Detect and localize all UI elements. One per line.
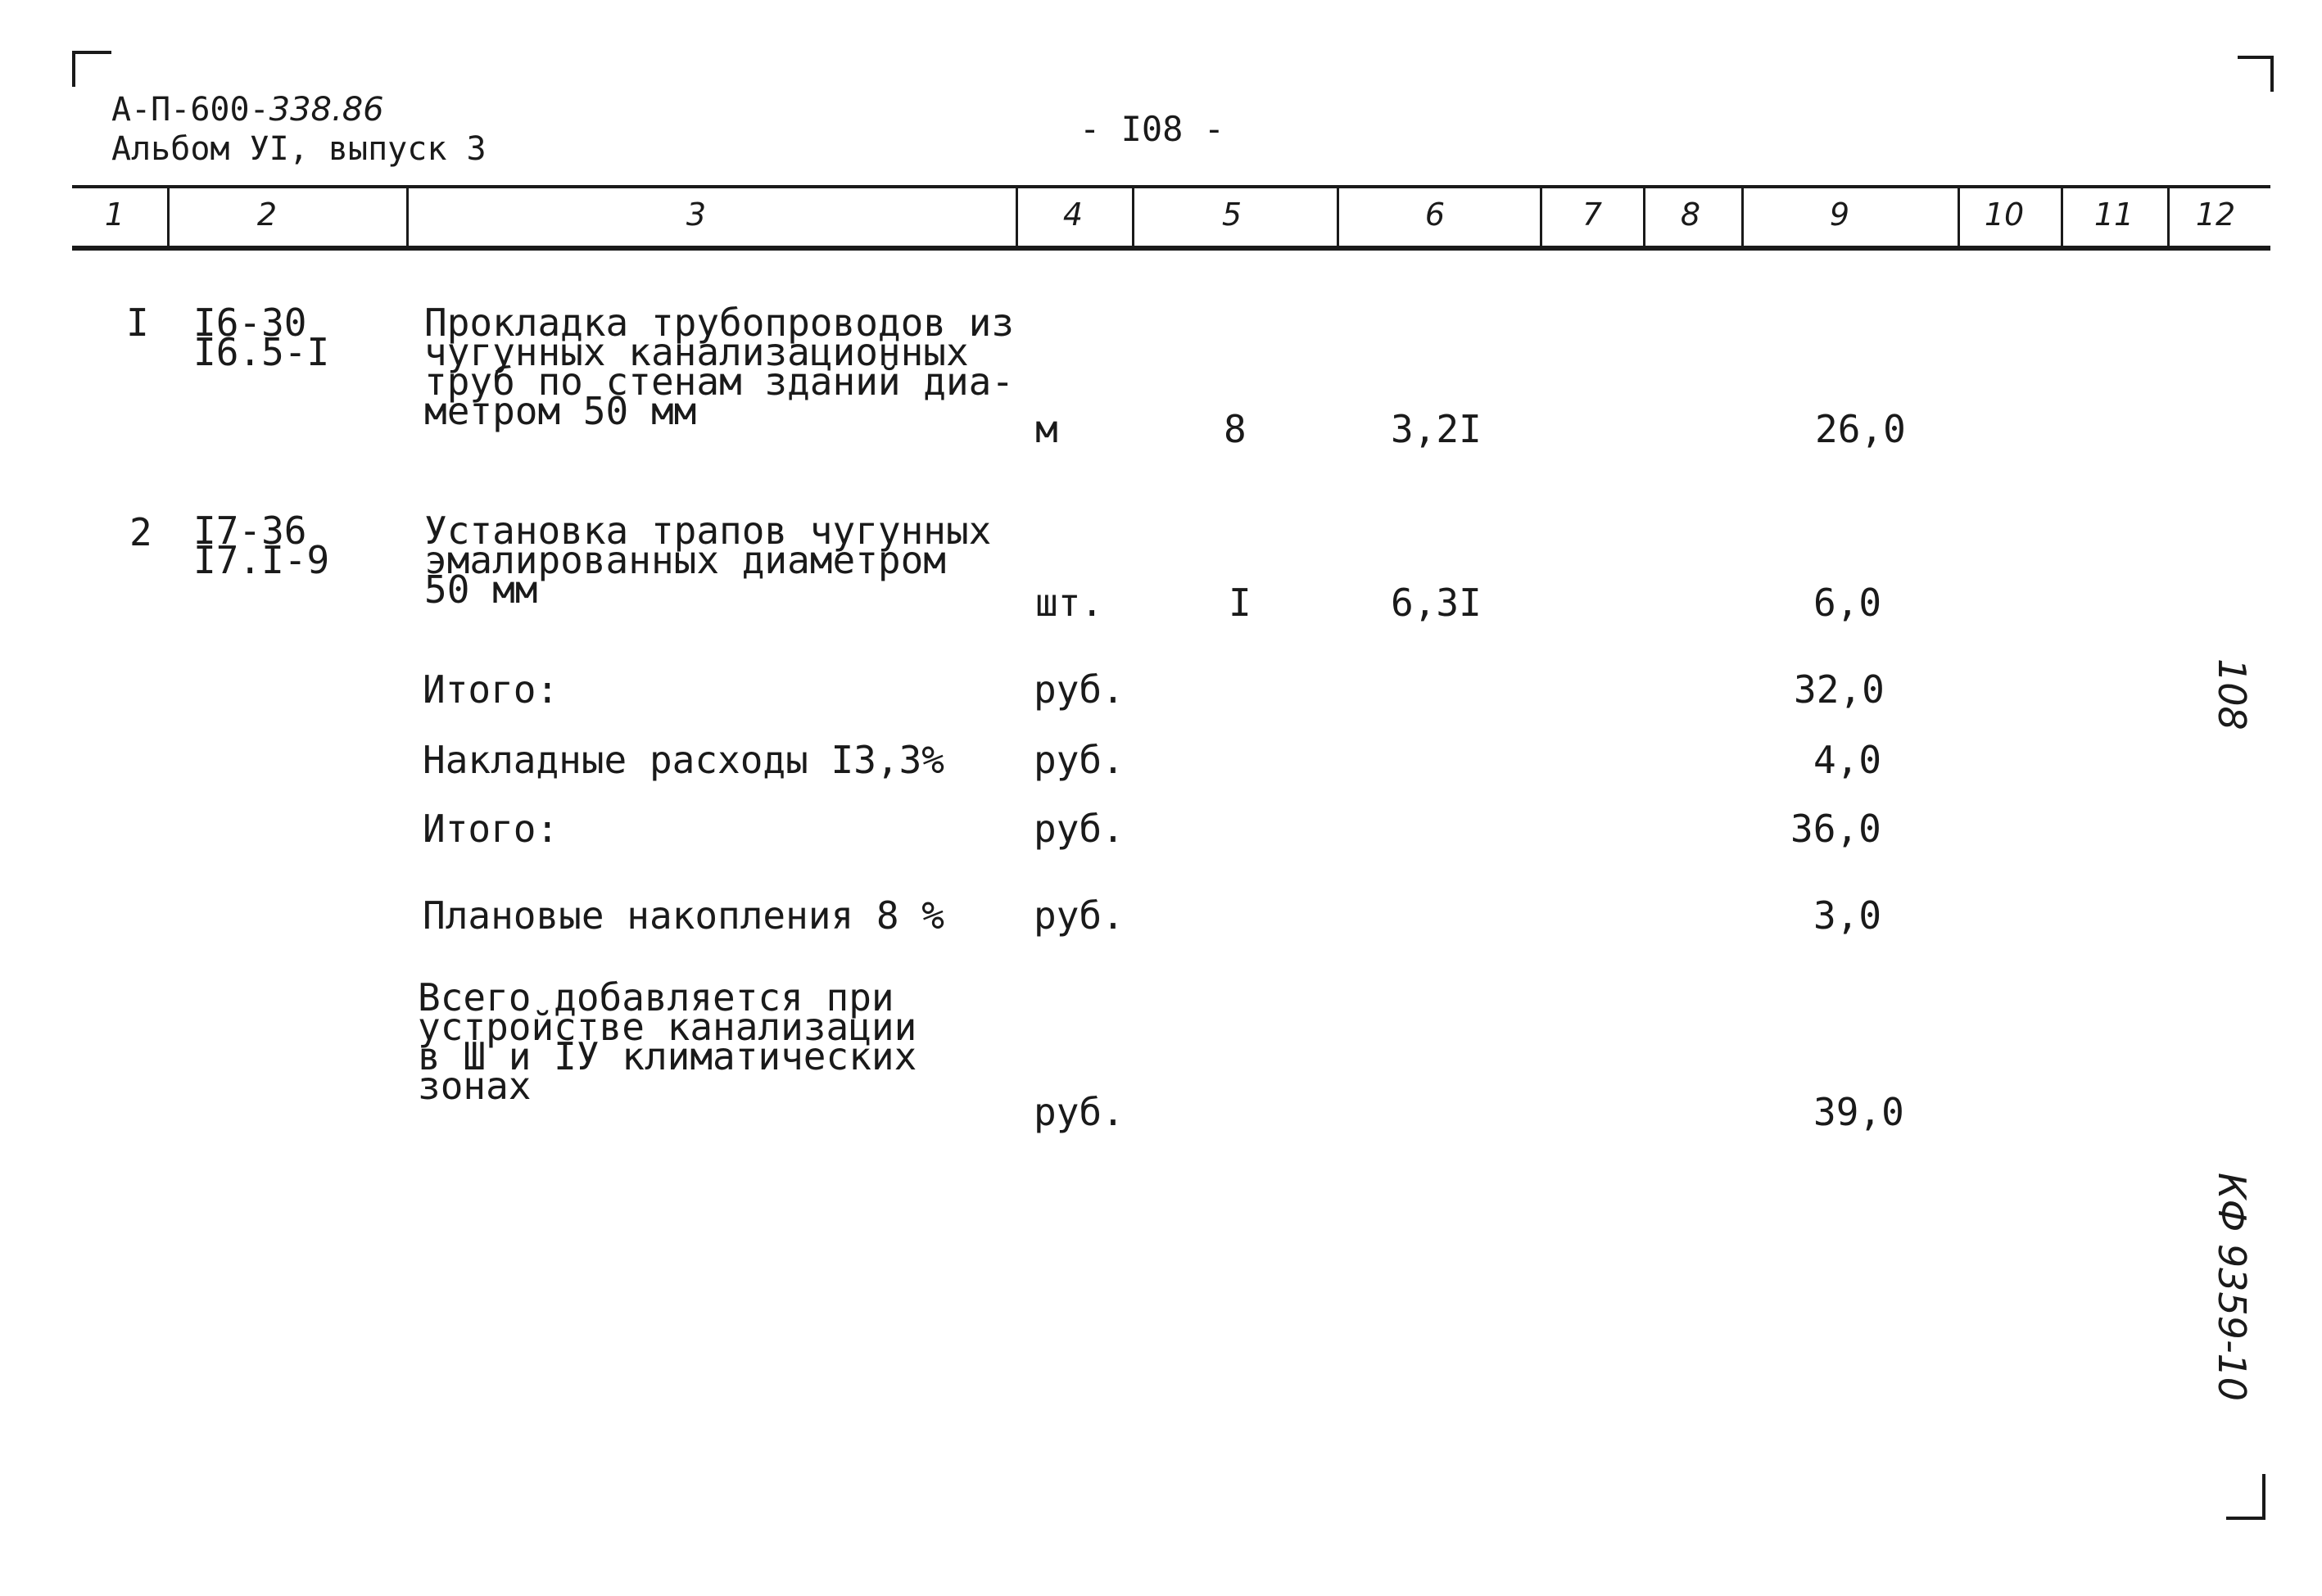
corner-mark-bottom-right [2226, 1474, 2265, 1520]
column-header: 5 [1221, 197, 1242, 233]
column-header: 8 [1680, 197, 1701, 233]
row-quantity: 8 [1224, 407, 1247, 451]
row-code: I7-36 I7.I-9 [193, 509, 330, 582]
column-divider [1958, 187, 1960, 247]
summary-label: Накладные расходы I3,3% [423, 738, 944, 782]
column-divider [2167, 187, 2170, 247]
summary-label: Плановые накопления 8 % [423, 893, 944, 938]
column-header: 6 [1424, 197, 1446, 233]
corner-mark-top-right [2238, 56, 2274, 92]
document-code-typed: А-П-600- [111, 91, 269, 129]
column-divider [1643, 187, 1645, 247]
page-number: - I08 - [1080, 109, 1225, 149]
row-description: Установка трапов чугунных эмалированных диаметром 50 мм [424, 509, 992, 612]
row-description: Прокладка трубопроводов из чугунных канализационных труб по стенам зданий диа- метром 50 мм [424, 301, 1015, 433]
summary-unit: руб. [1034, 738, 1125, 782]
column-divider [1132, 187, 1134, 247]
column-header: 3 [686, 197, 707, 233]
row-total: 6,0 [1813, 581, 1882, 625]
row-unit: шт. [1035, 581, 1104, 625]
row-price: 3,2I [1391, 407, 1482, 451]
row-unit: м [1035, 407, 1058, 451]
summary-unit: руб. [1034, 893, 1125, 938]
grand-total-label: Всего добавляется при устройстве канализации в Ш и IУ климатических зонах [418, 975, 917, 1108]
grand-total-value: 39,0 [1813, 1090, 1904, 1134]
summary-unit: руб. [1034, 667, 1125, 712]
column-divider [1741, 187, 1744, 247]
row-total: 26,0 [1815, 407, 1906, 451]
album-title: Альбом УI, выпуск 3 [111, 130, 487, 168]
column-header: 2 [256, 197, 278, 233]
summary-value: 4,0 [1813, 738, 1882, 782]
column-header: 12 [2195, 197, 2236, 233]
row-code: I6-30 I6.5-I [193, 301, 330, 374]
row-number: I [126, 301, 149, 345]
column-header: 10 [1984, 197, 2025, 233]
column-divider [406, 187, 409, 247]
row-quantity: I [1229, 581, 1252, 625]
summary-label: Итого: [423, 667, 559, 712]
grand-total-unit: руб. [1034, 1090, 1125, 1134]
summary-unit: руб. [1034, 807, 1125, 851]
row-number: 2 [129, 510, 152, 554]
column-header: 1 [104, 197, 125, 233]
column-header: 9 [1829, 197, 1850, 233]
margin-stamp-number: КФ 9359-10 [2210, 1173, 2254, 1402]
column-header: 4 [1062, 197, 1084, 233]
corner-mark-top-left [72, 51, 111, 87]
summary-value: 3,0 [1813, 893, 1882, 938]
column-header: 7 [1582, 197, 1603, 233]
row-price: 6,3I [1391, 581, 1482, 625]
summary-label: Итого: [423, 807, 559, 851]
document-code-handwritten: 338.86 [269, 91, 384, 129]
table-top-rule [72, 185, 2270, 188]
column-divider [1337, 187, 1339, 247]
column-divider [1016, 187, 1018, 247]
summary-value: 32,0 [1794, 667, 1885, 712]
column-divider [1540, 187, 1542, 247]
column-divider [2061, 187, 2063, 247]
column-header: 11 [2093, 197, 2134, 233]
margin-page-number: 108 [2210, 658, 2254, 730]
column-divider [167, 187, 170, 247]
table-header-bottom-rule [72, 246, 2270, 251]
document-code [111, 90, 384, 129]
summary-value: 36,0 [1790, 807, 1881, 851]
